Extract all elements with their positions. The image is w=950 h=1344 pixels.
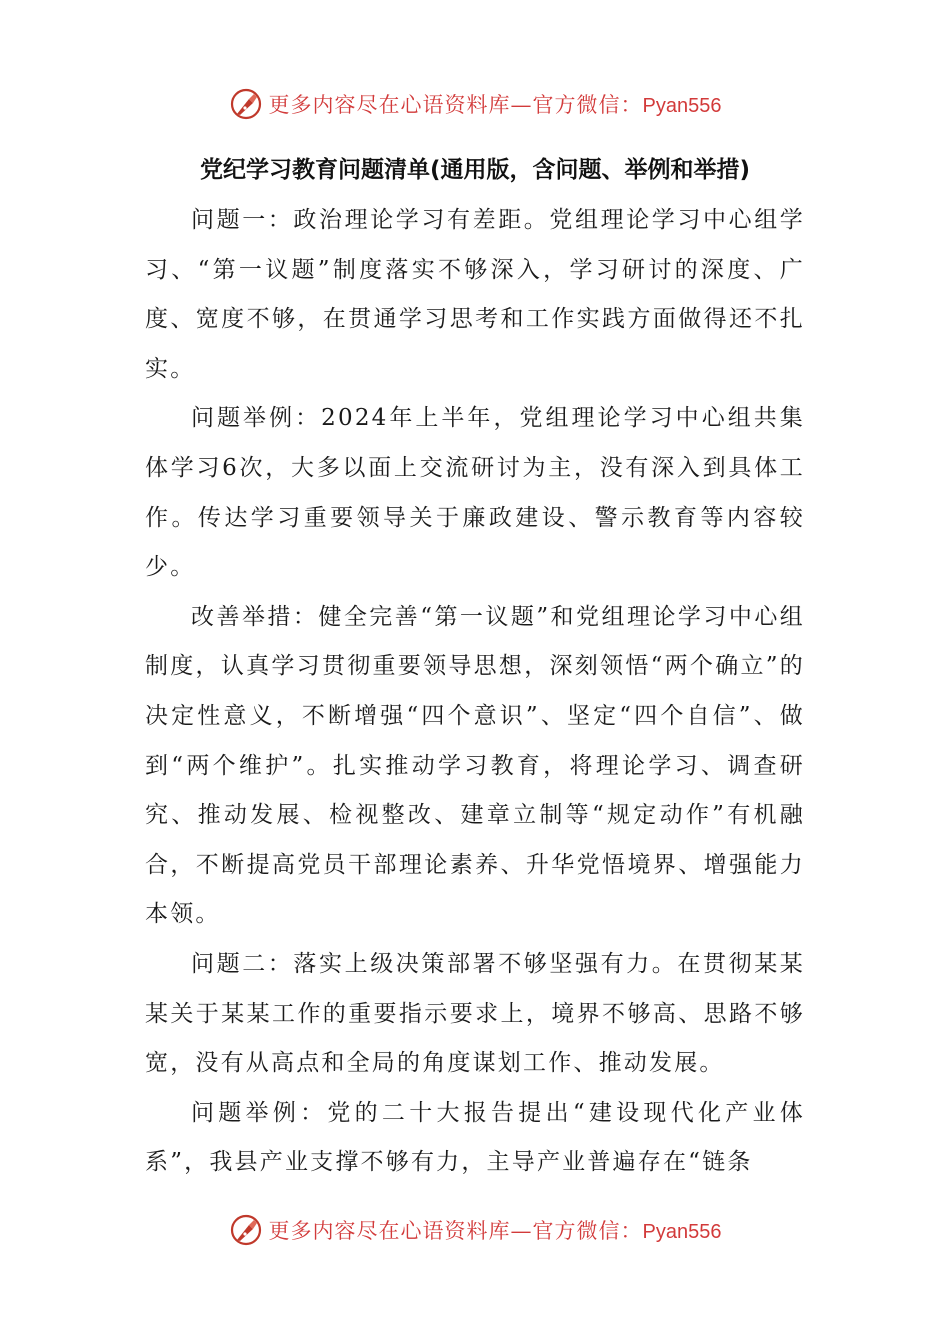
paragraph-example-2: 问题举例：党的二十大报告提出“建设现代化产业体系”，我县产业支撑不够有力，主导产业普遍存在“链条 (145, 1099, 805, 1176)
paragraph-example-1: 问题举例：2024年上半年，党组理论学习中心组共集体学习6次，大多以面上交流研讨为主，没有深入到具体工作。传达学习重要领导关于廉政建设、警示教育等内容较少。 (145, 405, 805, 581)
wechat-handle: Pyan556 (642, 1221, 722, 1243)
document-title: 党纪学习教育问题清单(通用版，含问题、举例和举措) (199, 157, 751, 183)
paragraph-problem-1: 问题一：政治理论学习有差距。党组理论学习中心组学习、“第一议题”制度落实不够深入，学习研讨的深度、广度、宽度不够，在贯通学习思考和工作实践方面做得还不扎实。 (145, 207, 805, 382)
pen-nib-circle-icon (229, 1213, 263, 1247)
paragraph-problem-2: 问题二：落实上级决策部署不够坚强有力。在贯彻某某某关于某某工作的重要指示要求上，境界不够高、思路不够宽，没有从高点和全局的角度谋划工作、推动发展。 (145, 950, 805, 1077)
banner-text: 更多内容尽在心语资料库—官方微信：Pyan556 (268, 1219, 722, 1243)
banner-text: 更多内容尽在心语资料库—官方微信：Pyan556 (268, 93, 722, 117)
document-body (145, 150, 805, 1188)
wechat-handle: Pyan556 (642, 95, 722, 117)
header-banner (0, 84, 950, 124)
footer-banner (0, 1210, 950, 1250)
paragraph-measures-1: 改善举措：健全完善“第一议题”和党组理论学习中心组制度，认真学习贯彻重要领导思想，深刻领悟“两个确立”的决定性意义，不断增强“四个意识”、坚定“四个自信”、做到“两个维护”。扎实推动学习教育，将理论学习、调查研究、推动发展、检视整改、建章立制等“规定动作”有机融合，不断提高党员干部理论素养、升华党悟境界、增强能力本领。 (145, 603, 805, 928)
pen-nib-circle-icon (229, 87, 263, 121)
